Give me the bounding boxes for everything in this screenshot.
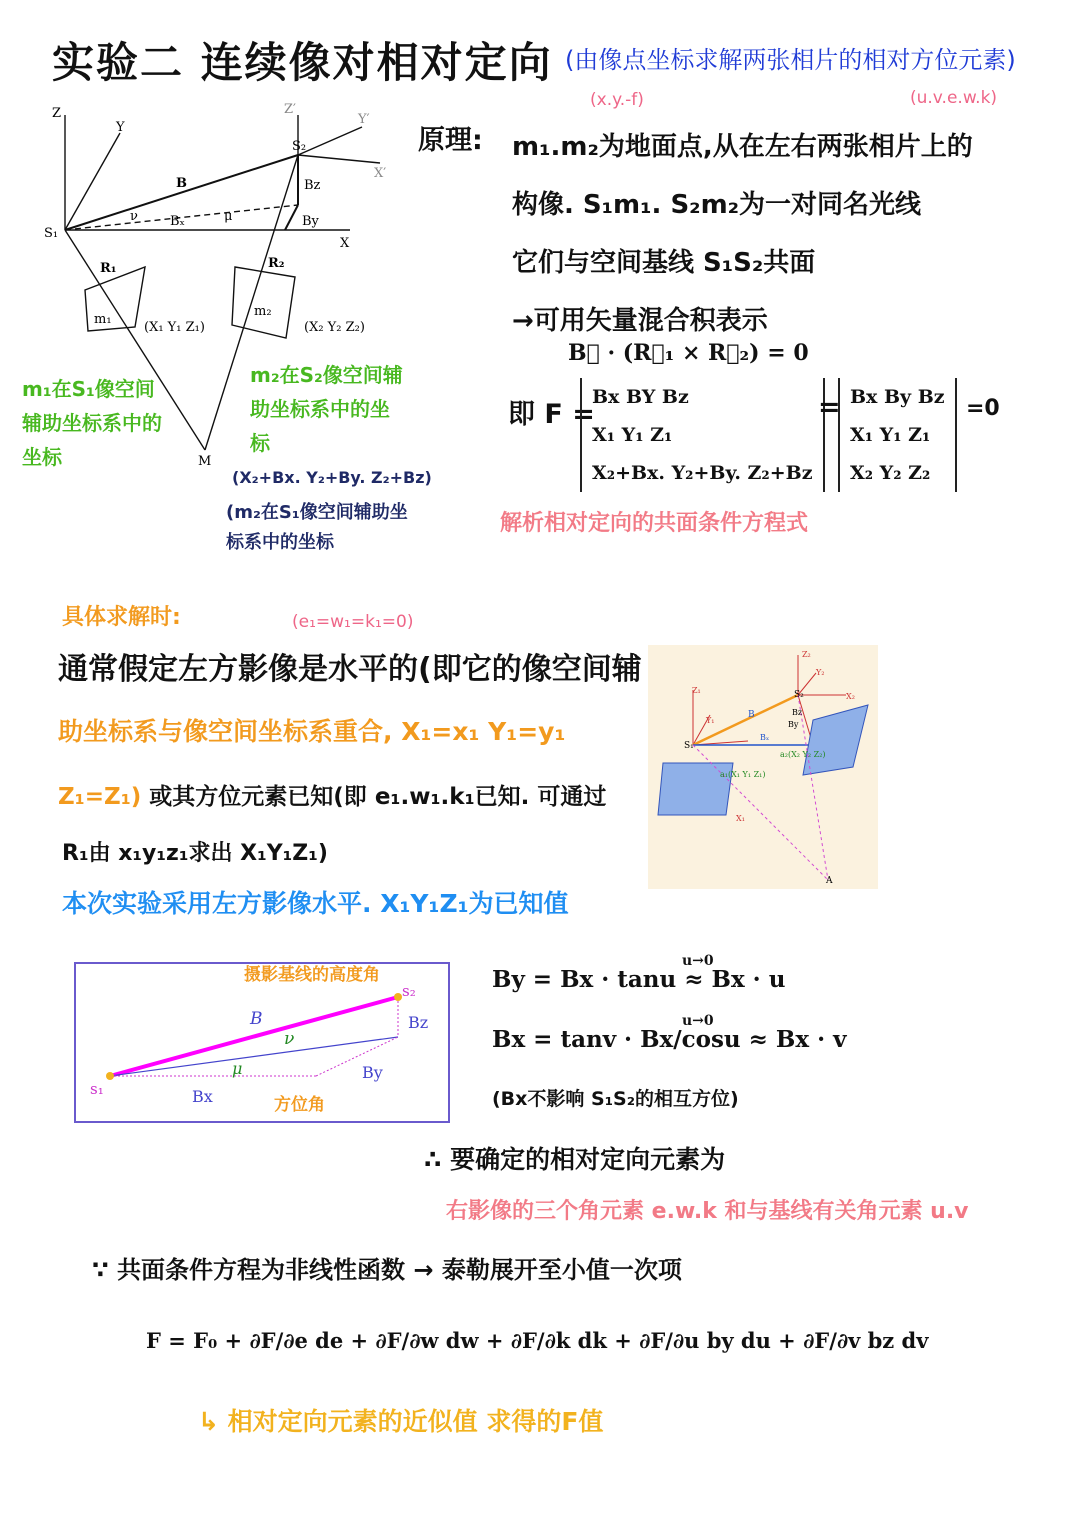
taylor-note: ↳ 相对定向元素的近似值 求得的F值 [198, 1407, 604, 1436]
fig3-mu: μ [232, 1059, 243, 1078]
approx-u-2: u→0 [682, 1013, 714, 1029]
fig2-by: By [788, 720, 799, 729]
fig3-s1: s₁ [90, 1080, 104, 1098]
equals-sign: = [818, 392, 841, 423]
fig2-s1: S₁ [684, 741, 694, 751]
fig1-coord2: (X₂ Y₂ Z₂) [304, 320, 365, 335]
solve-small-red: (e₁=w₁=k₁=0) [292, 612, 414, 632]
fig2-a: A [826, 876, 833, 886]
fig1-by: By [302, 214, 319, 229]
note-green-right: m₂在S₂像空间辅 助坐标系中的坐 标 [250, 363, 403, 455]
fig1-y: Y [116, 120, 125, 135]
note-blue-formula: (X₂+Bx. Y₂+By. Z₂+Bz) [232, 468, 432, 487]
fig2-s2: S₂ [794, 690, 804, 700]
relative-elements: 右影像的三个角元素 e.w.k 和与基线有关角元素 u.v [446, 1199, 969, 1224]
fig1-bz: Bz [304, 178, 321, 193]
fig2-b: B [748, 710, 755, 720]
solve-line1: 通常假定左方影像是水平的(即它的像空间辅 [58, 652, 642, 687]
title-sub-left: (x.y.-f) [590, 90, 644, 110]
principle-lines: m₁.m₂为地面点,从在左右两张相片上的 构像. S₁m₁. S₂m₂为一对同名光线 它们与空间基线 S₁S₂共面 →可用矢量混合积表示 [512, 132, 973, 336]
fig2-bx: Bₓ [760, 733, 770, 742]
fig1-x2: X′ [374, 166, 387, 181]
fig3-s2: s₂ [402, 982, 416, 1000]
baseline-eq2: Bx = tanv · Bx/cosu ≈ Bx · v [492, 1026, 847, 1053]
equals-zero: =0 [966, 396, 1000, 421]
title-note: (由像点坐标求解两张相片的相对方位元素) [565, 46, 1016, 74]
fig1-z: Z [52, 106, 62, 121]
solve-line3: Z₁=Z₁) 或其方位元素已知(即 e₁.w₁.k₁已知. 可通过 [58, 784, 607, 810]
fig1-y2: Y′ [358, 112, 370, 127]
fig3-bx: Bx [192, 1087, 213, 1106]
x2-axis-line [298, 155, 380, 163]
solve-line2: 助坐标系与像空间坐标系重合, X₁=x₁ Y₁=y₁ [58, 717, 566, 746]
baseline-angle-figure [74, 962, 452, 1124]
page-title: 实验二 连续像对相对定向 [52, 38, 553, 87]
fig2-a2: a₂(X₂ Y₂ Z₂) [780, 750, 826, 759]
fig3-nu: ν [284, 1029, 295, 1049]
fig3-by: By [362, 1063, 383, 1082]
taylor-intro: ∵ 共面条件方程为非线性函数 → 泰勒展开至小值一次项 [92, 1256, 682, 1284]
fig2-z2: Z₂ [802, 650, 811, 659]
fig3-b: B [250, 1009, 263, 1029]
fig1-m1: m₁ [94, 312, 112, 327]
fig1-r1: R₁ [100, 261, 117, 276]
taylor-formula: F = F₀ + ∂F/∂e de + ∂F/∂w dw + ∂F/∂k dk + ∂F/∂u by du + ∂F/∂v bz dv [146, 1328, 929, 1353]
fig2-a1: a₁(X₁ Y₁ Z₁) [720, 770, 766, 779]
approx-u-1: u→0 [682, 953, 714, 969]
principle-label: 原理: [418, 125, 483, 156]
fig1-x: X [340, 236, 350, 251]
y2-axis-line [298, 127, 362, 155]
solve-heading: 具体求解时: [62, 605, 181, 630]
fig2-z1: Z₁ [692, 686, 701, 695]
baseline-eq1: By = Bx · tanu ≈ Bx · u [492, 966, 786, 993]
photo-2 [232, 267, 295, 338]
fig1-r2: R₂ [268, 256, 285, 271]
determinant-1: Bx BY Bz X₁ Y₁ Z₁ X₂+Bx. Y₂+By. Z₂+Bz [580, 378, 825, 492]
determinant-2: Bx By Bz X₁ Y₁ Z₁ X₂ Y₂ Z₂ [838, 378, 957, 492]
fig2-x1: X₁ [736, 814, 745, 823]
relative-orientation-3d-figure [648, 645, 878, 889]
fig2-y2: Y₂ [816, 668, 825, 677]
fig1-s1: S₁ [44, 226, 59, 241]
fig2-y1: Y₁ [706, 716, 715, 725]
solve-line5: 本次实验采用左方影像水平. X₁Y₁Z₁为已知值 [62, 889, 569, 918]
fig2-bz: Bz [792, 708, 803, 717]
pink-note-coplanar: 解析相对定向的共面条件方程式 [500, 511, 809, 536]
baseline-conclusion: ∴ 要确定的相对定向元素为 [424, 1145, 726, 1174]
fig3-angle-label: 方位角 [274, 1095, 325, 1115]
fig1-z2: Z′ [284, 102, 296, 117]
note-blue-right: (m₂在S₁像空间辅助坐 标系中的坐标 [226, 502, 408, 553]
fig1-nu: ν [130, 209, 138, 224]
fig1-coord1: (X₁ Y₁ Z₁) [144, 320, 205, 335]
fig3-bz: Bz [408, 1013, 429, 1032]
baseline-note: (Bx不影响 S₁S₂的相互方位) [492, 1088, 739, 1110]
fig1-s2: S₂ [292, 139, 307, 154]
by-line [285, 205, 298, 230]
vector-equation: B⃗ · (R⃗₁ × R⃗₂) = 0 [568, 340, 809, 366]
fig1-m: M [198, 454, 212, 469]
note-green-left: m₁在S₁像空间 辅助坐标系中的 坐标 [22, 377, 162, 469]
f-prefix: 即 F = [508, 399, 595, 430]
solve-line4: R₁由 x₁y₁z₁求出 X₁Y₁Z₁) [62, 841, 328, 866]
fig1-m2: m₂ [254, 304, 272, 319]
fig2-x2: X₂ [846, 692, 855, 701]
fig1-bx: Bₓ [170, 214, 186, 229]
fig1-mu: μ [224, 209, 233, 224]
title-sub-right: (u.v.e.w.k) [910, 88, 998, 108]
fig1-b: B [176, 176, 187, 191]
fig3-label: 摄影基线的高度角 [244, 965, 380, 985]
